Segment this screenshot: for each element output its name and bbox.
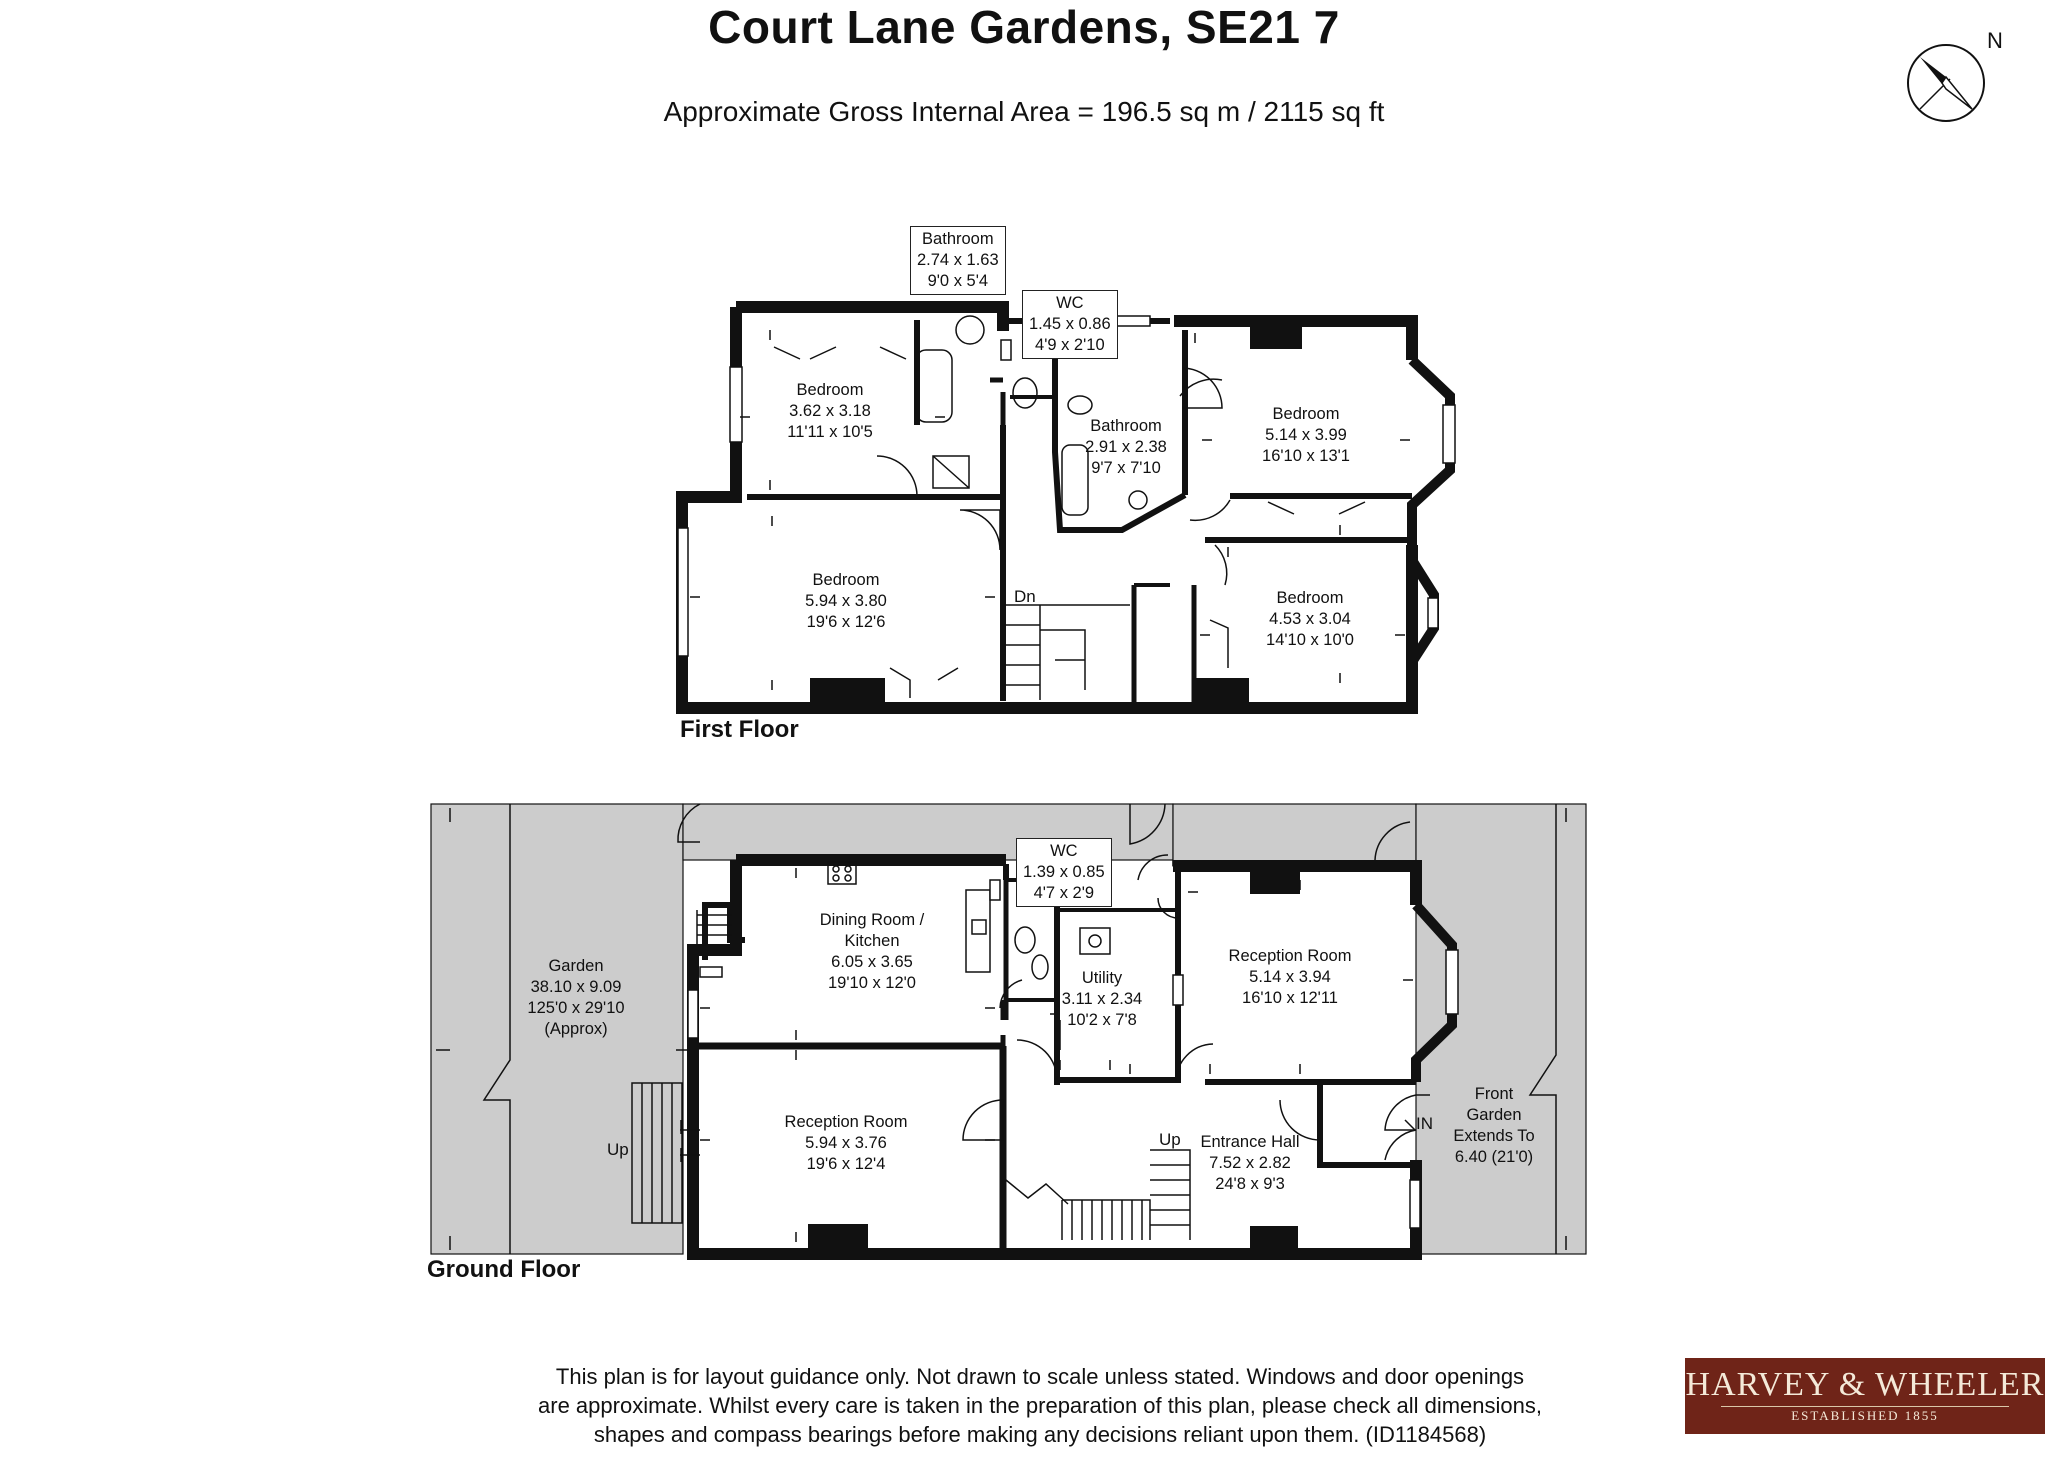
logo-name: HARVEY & WHEELER (1685, 1366, 2045, 1403)
ground-floor-utility: Utility 3.11 x 2.34 10'2 x 7'8 (1061, 969, 1143, 1029)
garden-steps-up-label: Up (607, 1140, 629, 1159)
ground-floor-reception-rear: Reception Room 5.94 x 3.76 19'6 x 12'4 (784, 1113, 908, 1173)
disclaimer-line-2: are approximate. Whilst every care is taken in the preparation of this plan, please check all dimensions, (538, 1393, 1542, 1418)
disclaimer-line-1: This plan is for layout guidance only. Not drawn to scale unless stated. Windows and door openings (555, 1364, 1525, 1389)
ground-floor-title: Ground Floor (427, 1256, 581, 1283)
hall-stairs-up-label: Up (1159, 1130, 1181, 1149)
ground-floor-wc-label: WC 1.39 x 0.85 4'7 x 2'9 (1016, 838, 1112, 907)
first-floor-bedroom-front-large: Bedroom 5.14 x 3.99 16'10 x 13'1 (1262, 405, 1350, 465)
first-floor-bedroom-rear-large: Bedroom 5.94 x 3.80 19'6 x 12'6 (805, 571, 887, 631)
plan-title: Court Lane Gardens, SE21 7 (708, 1, 1340, 53)
compass-north-label: N (1987, 28, 2003, 53)
entrance-in-label: IN (1416, 1114, 1433, 1133)
agency-logo (1685, 1358, 2045, 1434)
first-floor-stairs-down-label: Dn (1014, 587, 1036, 606)
first-floor-bathroom-2: Bathroom 2.91 x 2.38 9'7 x 7'10 (1085, 417, 1167, 477)
first-floor-bedroom-front-small: Bedroom 4.53 x 3.04 14'10 x 10'0 (1266, 589, 1354, 649)
first-floor-bathroom-1-label: Bathroom 2.74 x 1.63 9'0 x 5'4 (910, 226, 1006, 295)
first-floor-bedroom-rear-small: Bedroom 3.62 x 3.18 11'11 x 10'5 (787, 381, 873, 441)
disclaimer (420, 1362, 1660, 1449)
ground-floor-front-garden: Front Garden Extends To 6.40 (21'0) (1453, 1085, 1535, 1166)
disclaimer-line-3: shapes and compass bearings before making any decisions reliant upon them. (ID1184568) (593, 1422, 1487, 1447)
ground-floor-dining-kitchen: Dining Room / Kitchen 6.05 x 3.65 19'10 x 12'0 (819, 911, 925, 992)
first-floor-title: First Floor (680, 716, 799, 743)
first-floor-wc-label: WC 1.45 x 0.86 4'9 x 2'10 (1022, 290, 1118, 359)
ground-floor-reception-front: Reception Room 5.14 x 3.94 16'10 x 12'11 (1228, 947, 1352, 1007)
ground-floor-entrance-hall: Entrance Hall 7.52 x 2.82 24'8 x 9'3 (1200, 1133, 1300, 1193)
ground-floor-garden: Garden 38.10 x 9.09 125'0 x 29'10 (Approx) (527, 957, 625, 1038)
logo-established: ESTABLISHED 1855 (1721, 1406, 2009, 1425)
gross-internal-area: Approximate Gross Internal Area = 196.5 sq m / 2115 sq ft (663, 96, 1385, 127)
